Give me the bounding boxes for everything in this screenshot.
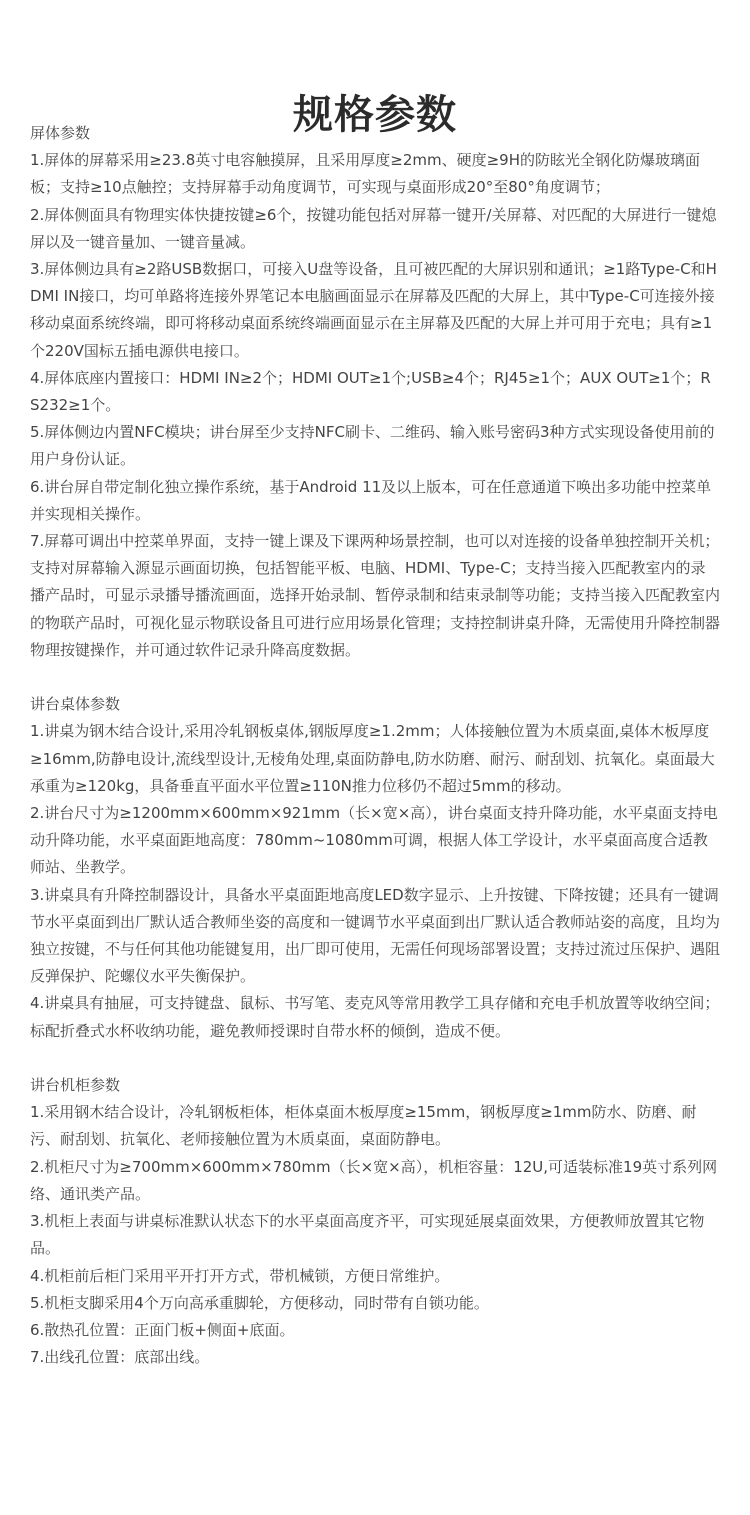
section-heading: 讲台机柜参数 [30, 1076, 121, 1095]
spec-item: 6.散热孔位置：正面门板+侧面+底面。 [30, 1320, 295, 1339]
spec-item: 5.屏体侧边内置NFC模块；讲台屏至少支持NFC刷卡、二维码、输入账号密码3种方式实现设备使用前的用户身份认证。 [30, 423, 715, 469]
spec-item: 1.采用钢木结合设计，冷轧钢板柜体，柜体桌面木板厚度≥15mm，钢板厚度≥1mm防水、防磨、耐污、耐刮划、抗氧化、老师接触位置为木质桌面，桌面防静电。 [30, 1103, 697, 1149]
spec-item: 3.讲桌具有升降控制器设计，具备水平桌面距地高度LED数字显示、上升按键、下降按键；还具有一键调节水平桌面到出厂默认适合教师坐姿的高度和一键调节水平桌面到出厂默认适合教师站姿的高度，且均为独立按键，不与任何其他功能键复用，出厂即可使用，无需任何现场部署设置；支持过流过压保护、遇阻反弹保护、陀螺仪水平失衡保护。 [30, 885, 721, 986]
section-screen [30, 120, 720, 664]
section-spacer [30, 1045, 720, 1072]
spec-item: 1.屏体的屏幕采用≥23.8英寸电容触摸屏，且采用厚度≥2mm、硬度≥9H的防眩光全钢化防爆玻璃面板；支持≥10点触控；支持屏幕手动角度调节，可实现与桌面形成20°至80°角度调节； [30, 151, 701, 197]
spec-item: 7.屏幕可调出中控菜单界面，支持一键上课及下课两种场景控制，也可以对连接的设备单独控制开关机；支持对屏幕输入源显示画面切换，包括智能平板、电脑、HDMI、Type-C；支持当接入匹配教室内的录播产品时，可显示录播导播流画面，选择开始录制、暂停录制和结束录制等功能；支持当接入匹配教室内的物联产品时，可视化显示物联设备且可进行应用场景化管理；支持控制讲桌升降，无需使用升降控制器物理按键操作，并可通过软件记录升降高度数据。 [30, 532, 721, 659]
page-title: 规格参数 [293, 91, 457, 138]
spec-item: 1.讲桌为钢木结合设计,采用冷轧钢板桌体,钢版厚度≥1.2mm；人体接触位置为木质桌面,桌体木板厚度≥16mm,防静电设计,流线型设计,无棱角处理,桌面防静电,防水防磨、耐污、耐刮划、抗氧化。桌面最大承重为≥120kg，具备垂直平面水平位置≥110N推力位移仍不超过5mm的移动。 [30, 722, 715, 795]
section-desk [30, 691, 720, 1045]
section-spacer [30, 664, 720, 691]
section-cabinet [30, 1072, 720, 1371]
spec-item: 4.屏体底座内置接口：HDMI IN≥2个；HDMI OUT≥1个;USB≥4个；RJ45≥1个；AUX OUT≥1个；RS232≥1个。 [30, 368, 711, 415]
spec-item: 7.出线孔位置：底部出线。 [30, 1348, 210, 1367]
spec-item: 5.机柜支脚采用4个万向高承重脚轮，方便移动，同时带有自锁功能。 [30, 1293, 489, 1312]
spec-item: 2.机柜尺寸为≥700mm×600mm×780mm（长×宽×高），机柜容量：12U,可适装标准19英寸系列网络、通讯类产品。 [30, 1157, 718, 1203]
spec-item: 6.讲台屏自带定制化独立操作系统，基于Android 11及以上版本，可在任意通道下唤出多功能中控菜单并实现相关操作。 [30, 477, 712, 523]
spec-content [30, 120, 720, 1371]
spec-item: 2.屏体侧面具有物理实体快捷按键≥6个，按键功能包括对屏幕一键开/关屏幕、对匹配的大屏进行一键熄屏以及一键音量加、一键音量减。 [30, 205, 717, 251]
spec-item: 3.机柜上表面与讲桌标准默认状态下的水平桌面高度齐平，可实现延展桌面效果，方便教师放置其它物品。 [30, 1212, 705, 1258]
spec-item: 4.机柜前后柜门采用平开打开方式，带机械锁，方便日常维护。 [30, 1266, 450, 1285]
section-heading: 讲台桌体参数 [30, 695, 121, 714]
section-heading: 屏体参数 [30, 124, 91, 142]
spec-item: 3.屏体侧边具有≥2路USB数据口，可接入U盘等设备，且可被匹配的大屏识别和通讯；≥1路Type-C和HDMI IN接口，均可单路将连接外界笔记本电脑画面显示在屏幕及匹配的大屏上，其中Type-C可连接外接移动桌面系统终端，即可将移动桌面系统终端画面显示在主屏幕及匹配的大屏上并可用于充电；具有≥1个220V国标五插电源供电接口。 [30, 260, 717, 360]
spec-item: 2.讲台尺寸为≥1200mm×600mm×921mm（长×宽×高），讲台桌面支持升降功能，水平桌面支持电动升降功能，水平桌面距地高度：780mm~1080mm可调，根据人体工学设计，水平桌面高度合适教师站、坐教学。 [30, 804, 718, 877]
spec-item: 4.讲桌具有抽屉，可支持键盘、鼠标、书写笔、麦克风等常用教学工具存储和充电手机放置等收纳空间；标配折叠式水杯收纳功能，避免教师授课时自带水杯的倾倒，造成不便。 [30, 994, 720, 1040]
